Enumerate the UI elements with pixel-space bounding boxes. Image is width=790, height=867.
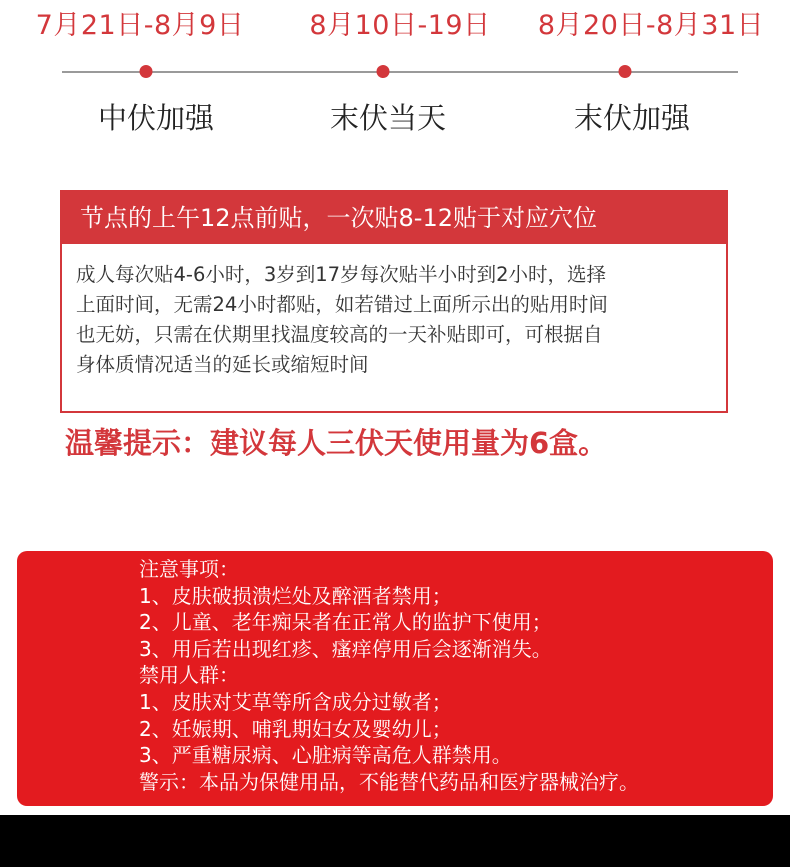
warm-tip: 温馨提示：建议每人三伏天使用量为6盒。 xyxy=(65,426,608,460)
phase-label-3: 末伏加强 xyxy=(573,101,691,135)
warning-text: 警示：本品为保健用品，不能替代药品和医疗器械治疗。 xyxy=(139,769,639,794)
precaution-item: 2、儿童、老年痴呆者在正常人的监护下使用； xyxy=(139,610,552,635)
precautions-panel xyxy=(17,551,773,806)
phase-label-2: 末伏当天 xyxy=(329,101,447,135)
date-range-2: 8月10日-19日 xyxy=(309,10,491,41)
usage-info-line: 成人每次贴4-6小时，3岁到17岁每次贴半小时到2小时，选择 xyxy=(76,263,606,286)
date-range-1: 7月21日-8月9日 xyxy=(35,10,245,41)
contraindication-item: 3、严重糖尿病、心脏病等高危人群禁用。 xyxy=(139,743,512,768)
precautions-list xyxy=(139,556,639,795)
usage-info-body xyxy=(62,244,726,380)
date-range-3: 8月20日-8月31日 xyxy=(537,10,765,41)
contraindication-item: 2、妊娠期、哺乳期妇女及婴幼儿； xyxy=(139,716,452,741)
precaution-item: 3、用后若出现红疹、瘙痒停用后会逐渐消失。 xyxy=(139,636,552,661)
contraindication-item: 1、皮肤对艾草等所含成分过敏者； xyxy=(139,689,452,714)
precautions-heading: 注意事项： xyxy=(139,557,239,581)
usage-info-line: 身体质情况适当的延长或缩短时间 xyxy=(76,353,369,376)
timeline-dates xyxy=(0,6,790,46)
timeline-dot-3 xyxy=(619,65,632,78)
usage-info-box xyxy=(60,190,728,413)
bottom-black-bar xyxy=(0,815,790,867)
contraindication-heading: 禁用人群： xyxy=(139,663,239,688)
usage-info-heading: 节点的上午12点前贴，一次贴8-12贴于对应穴位 xyxy=(62,192,726,244)
usage-info-line: 也无妨，只需在伏期里找温度较高的一天补贴即可，可根据自 xyxy=(76,323,603,346)
usage-info-line: 上面时间，无需24小时都贴，如若错过上面所示出的贴用时间 xyxy=(76,293,608,316)
timeline-dot-1 xyxy=(140,65,153,78)
timeline-dot-2 xyxy=(377,65,390,78)
phase-label-1: 中伏加强 xyxy=(97,101,215,135)
timeline-line xyxy=(62,71,738,73)
precaution-item: 1、皮肤破损溃烂处及醉酒者禁用； xyxy=(139,583,452,608)
